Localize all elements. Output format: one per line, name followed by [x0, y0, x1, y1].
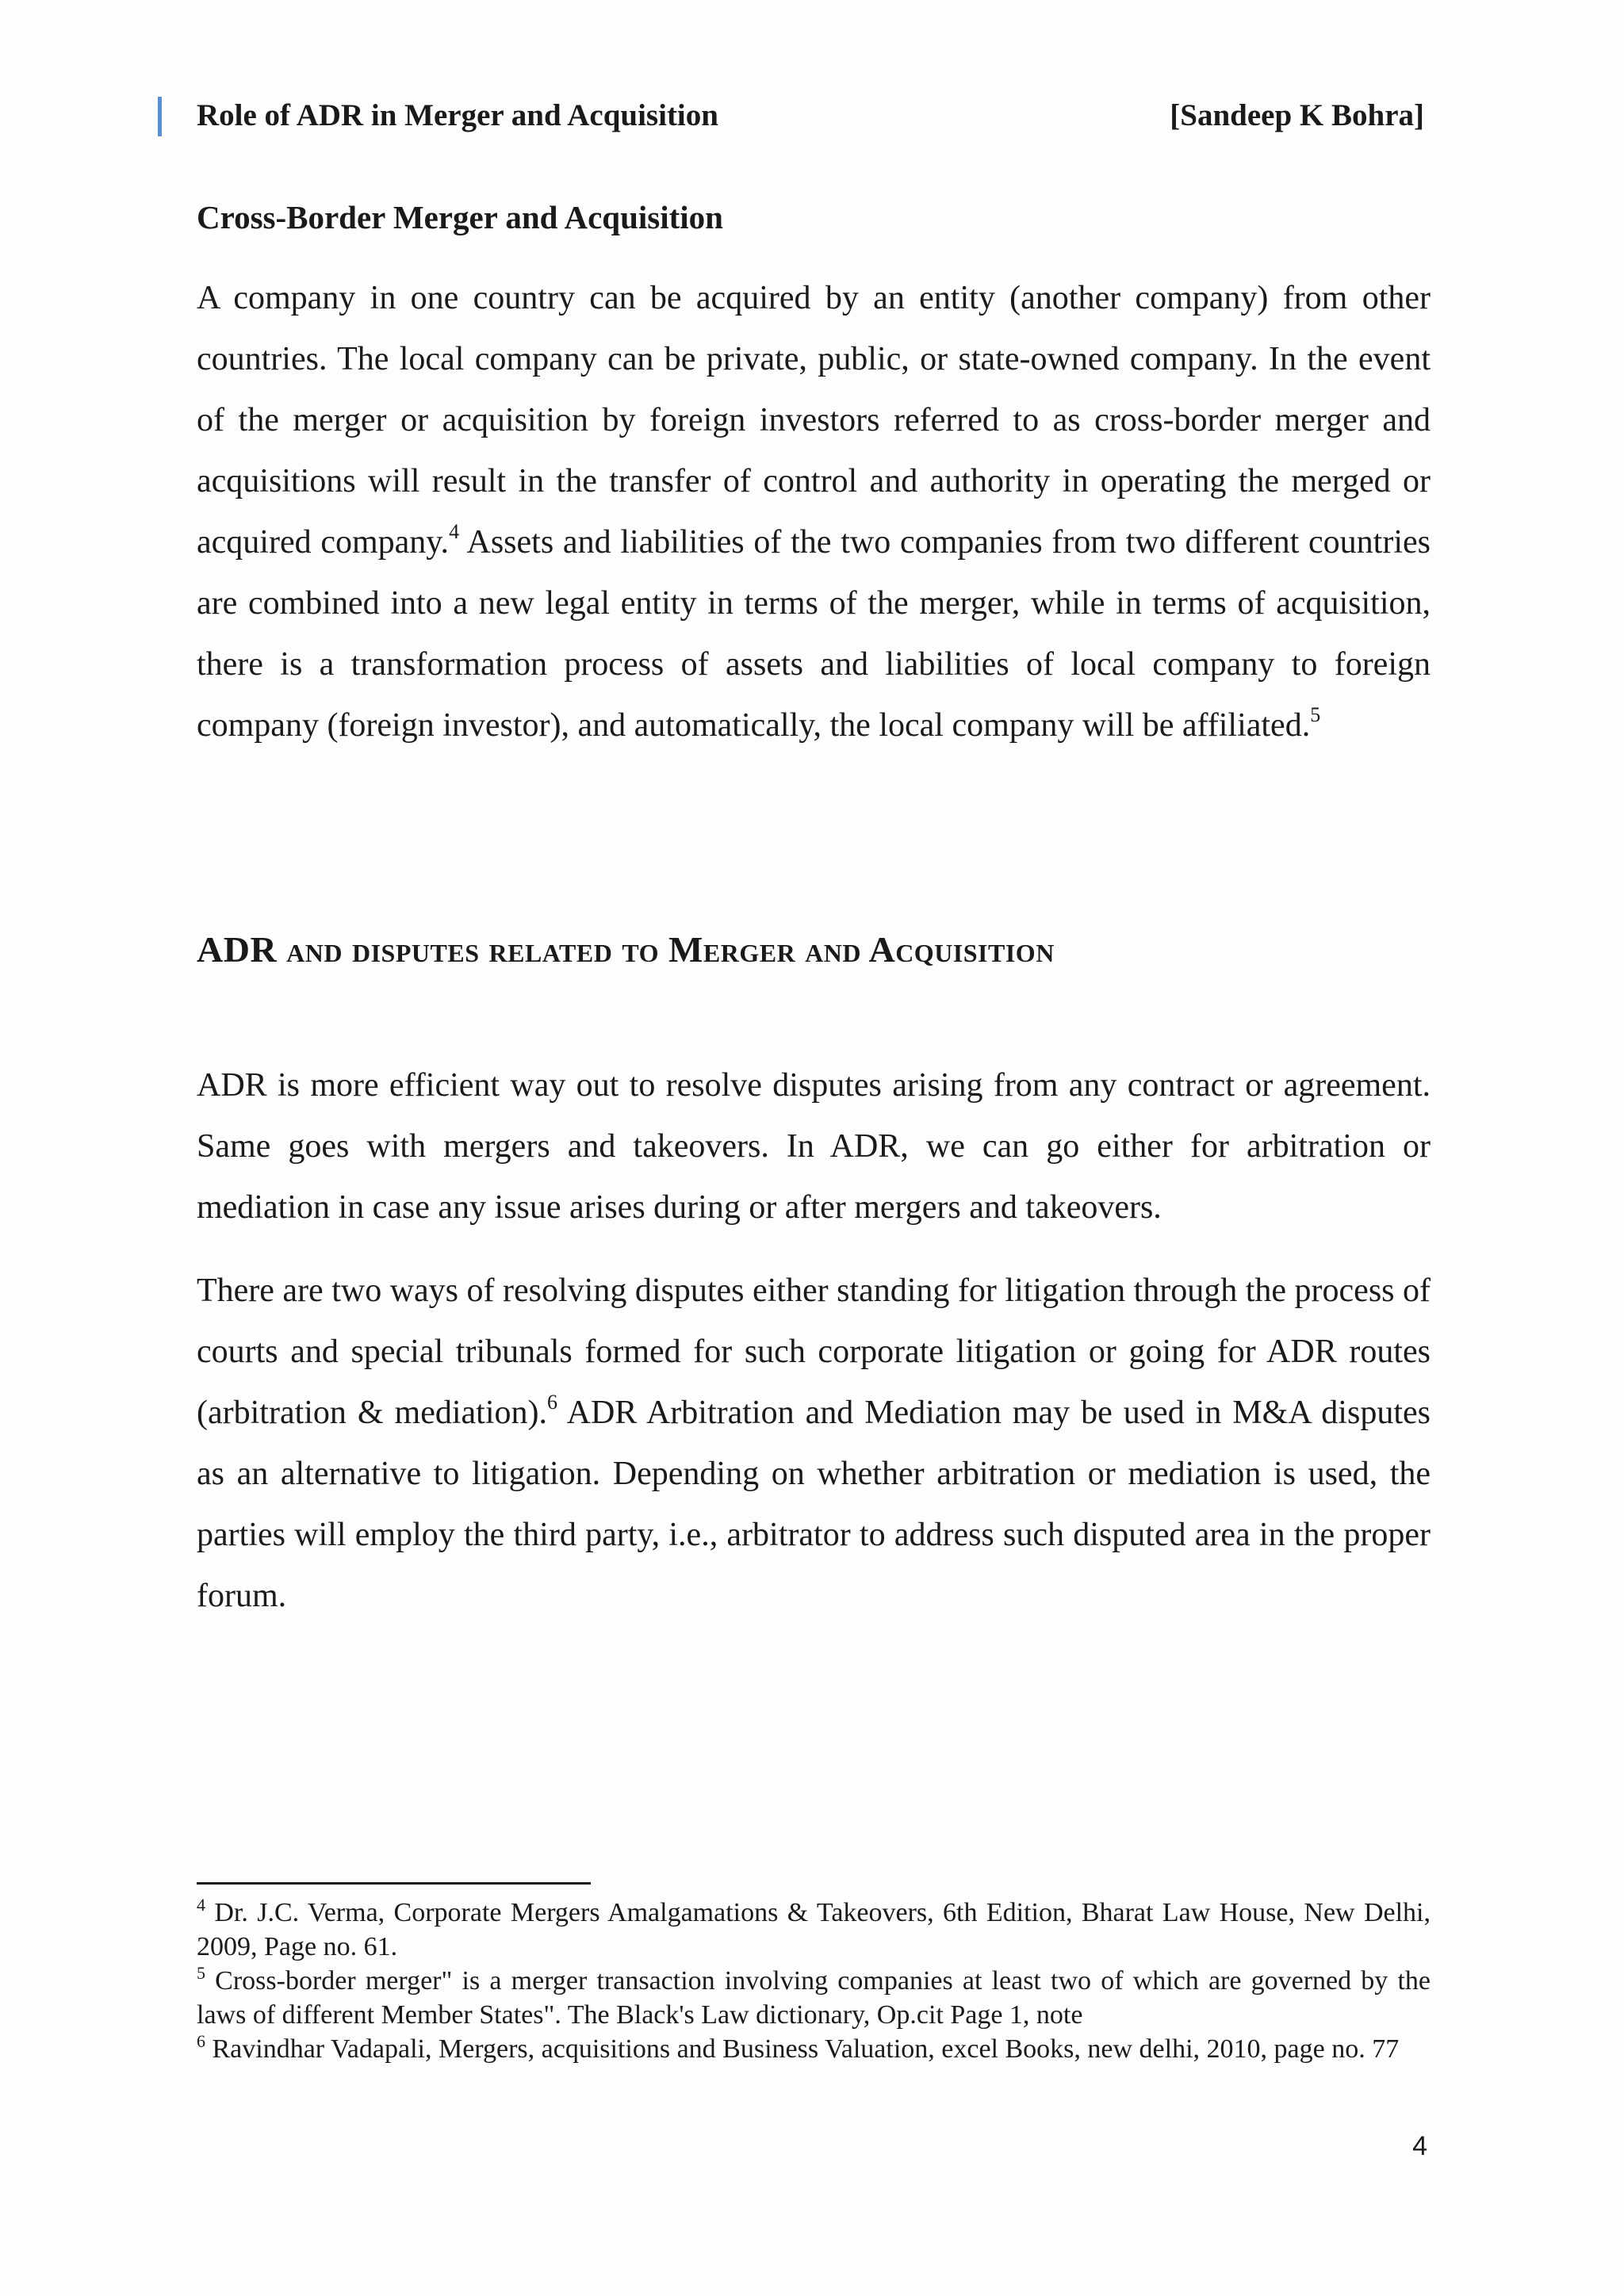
paragraph-text: ADR Arbitration and Mediation may be used in M&A disputes as an alternative to litigation. Depending on whether arbitration or mediation is used, the parties will employ the third party, i.e., arbitrator to address such disputed area in the proper forum. [197, 1395, 1431, 1614]
paragraph-two-ways [197, 1261, 1431, 1627]
footnote-reference[interactable]: 5 [1310, 702, 1321, 726]
paragraph-cross-border [197, 268, 1431, 756]
footnote-text: Dr. J.C. Verma, Corporate Mergers Amalgamations & Takeovers, 6th Edition, Bharat Law House, New Delhi, 2009, Page no. 61. [197, 1898, 1431, 1961]
footnote-item [197, 1896, 1431, 1964]
running-header-author: [Sandeep K Bohra] [1170, 98, 1424, 132]
paragraph-text: There are two ways of resolving disputes either standing for litigation through the process of courts and special tribunals formed for such corporate litigation or going for ADR routes (arbitration & mediation). [197, 1272, 1431, 1431]
footnote-separator [197, 1882, 591, 1885]
paragraph-text: A company in one country can be acquired by an entity (another company) from other countries. The local company can be private, public, or state-owned company. In the event of the merger or acquisition by foreign investors referred to as cross-border merger and acquisitions will result in the transfer of control and authority in operating the merged or acquired company. [197, 280, 1431, 561]
running-header-title: Role of ADR in Merger and Acquisition [197, 98, 718, 132]
footnote-number: 5 [197, 1962, 205, 1983]
footnote-reference[interactable]: 6 [546, 1390, 557, 1414]
footnote-number: 6 [197, 2030, 205, 2051]
footnotes [197, 1896, 1431, 2066]
section-heading-cross-border: Cross-Border Merger and Acquisition [197, 199, 723, 235]
footnote-item [197, 2032, 1431, 2066]
footnote-text: Cross-border merger" is a merger transaction involving companies at least two of which are governed by the laws of different Member States". The Black's Law dictionary, Op.cit Page 1, note [197, 1966, 1431, 2030]
section-heading-adr-disputes: ADR and disputes related to Merger and Acquisition [197, 929, 1055, 970]
paragraph-adr-efficient: ADR is more efficient way out to resolve disputes arising from any contract or agreement. Same goes with mergers and takeovers. In ADR, we can go either for arbitration or mediation in case any issue arises during or after mergers and takeovers. [197, 1067, 1431, 1226]
footnote-item [197, 1964, 1431, 2032]
paragraph-text: Assets and liabilities of the two companies from two different countries are combined into a new legal entity in terms of the merger, while in terms of acquisition, there is a transformation process of assets and liabilities of local company to foreign company (foreign investor), and automatically, the local company will be affiliated. [197, 524, 1431, 744]
footnote-number: 4 [197, 1894, 205, 1915]
page-number: 4 [1412, 2131, 1427, 2161]
footnote-reference[interactable]: 4 [449, 519, 460, 543]
footnote-text: Ravindhar Vadapali, Mergers, acquisitions and Business Valuation, excel Books, new delhi, 2010, page no. 77 [205, 2034, 1400, 2064]
header-accent-bar [158, 97, 162, 136]
